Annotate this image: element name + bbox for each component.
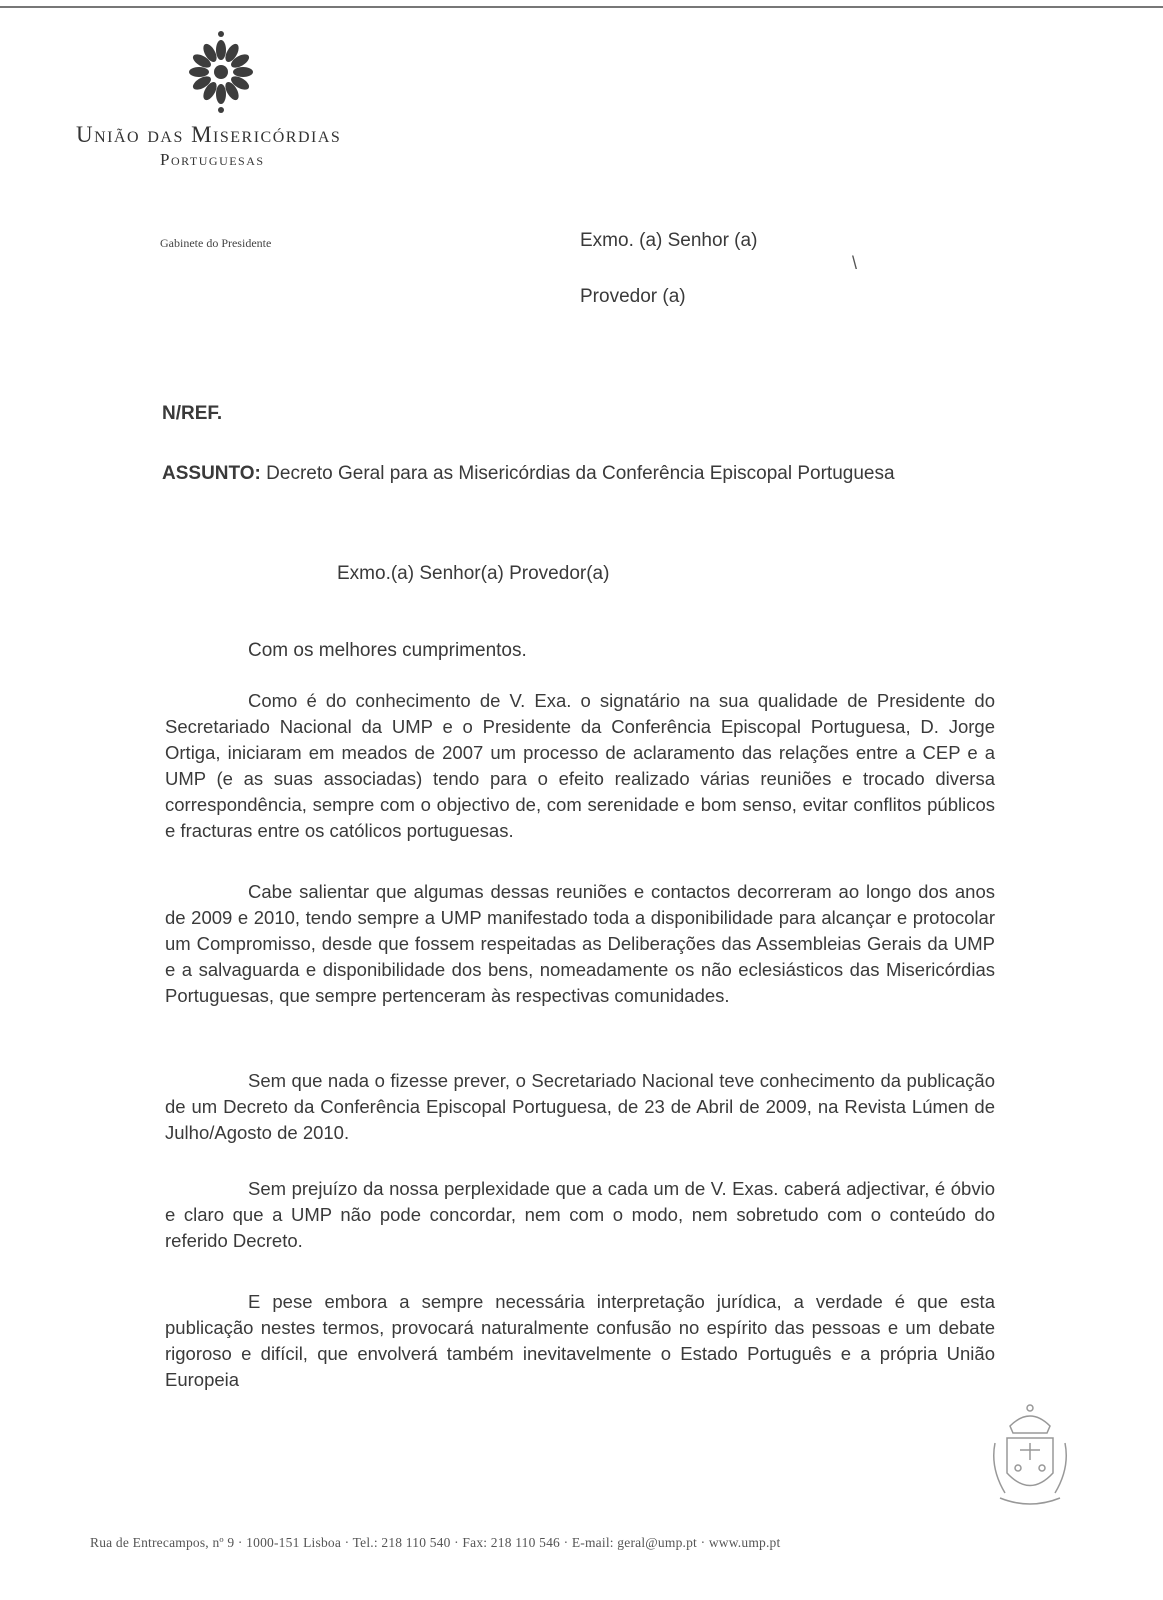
subject-label: ASSUNTO: [162,463,261,484]
recipient-line-2: Provedor (a) [580,286,686,307]
salutation: Exmo.(a) Senhor(a) Provedor(a) [337,563,610,584]
body-paragraph-1: Como é do conhecimento de V. Exa. o signatário na sua qualidade de Presidente do Secretariado Nacional da UMP e o Presidente da Conferência Episcopal Portuguesa, D. Jorge Ortiga, iniciaram em meados de 2007 um processo de aclaramento das relações entre a CEP e a UMP (e as suas associadas) tendo para o efeito realizado várias reuniões e trocado diversa correspondência, sempre com o objectivo de, com serenidade e bom senso, evitar conflitos públicos e fracturas entre os católicos portuguesas. [165,690,995,841]
subject-line [162,463,895,485]
office-label: Gabinete do Presidente [160,236,272,250]
top-border-line [0,6,1163,8]
recipient-line-1: Exmo. (a) Senhor (a) [580,230,758,251]
organization-subtitle: Portuguesas [160,150,265,169]
reference-label: N/REF. [162,403,223,424]
organization-name: União das Misericórdias [76,122,342,147]
greeting: Com os melhores cumprimentos. [248,640,527,661]
footer-address: Rua de Entrecampos, nº 9 · 1000-151 Lisboa · Tel.: 218 110 540 · Fax: 218 110 546 · E-mail: geral@ump.pt · www.ump.pt [90,1535,781,1550]
body-paragraph-3: Sem que nada o fizesse prever, o Secretariado Nacional teve conhecimento da publicação de um Decreto da Conferência Episcopal Portuguesa, de 23 de Abril de 2009, na Revista Lúmen de Julho/Agosto de 2010. [165,1070,995,1143]
crest-stamp-icon [985,1398,1075,1513]
flower-emblem-icon [176,30,266,120]
body-paragraph-4: Sem prejuízo da nossa perplexidade que a cada um de V. Exas. caberá adjectivar, é óbvio e claro que a UMP não pode concordar, nem com o modo, nem sobretudo com o conteúdo do referido Decreto. [165,1178,995,1251]
body-paragraph-5: E pese embora a sempre necessária interpretação jurídica, a verdade é que esta publicação nestes termos, provocará naturalmente confusão no espírito das pessoas e um debate rigoroso e difícil, que envolverá também inevitavelmente o Estado Português e a própria União Europeia [165,1291,995,1390]
body-paragraph-2: Cabe salientar que algumas dessas reuniões e contactos decorreram ao longo dos anos de 2009 e 2010, tendo sempre a UMP manifestado toda a disponibilidade para alcançar e protocolar um Compromisso, desde que fossem respeitadas as Deliberações das Assembleias Gerais da UMP e a salvaguarda e disponibilidade dos bens, nomeadamente os não eclesiásticos das Misericórdias Portuguesas, que sempre pertenceram às respectivas comunidades. [165,881,995,1006]
subject-text: Decreto Geral para as Misericórdias da Conferência Episcopal Portuguesa [266,463,895,484]
scan-mark: \ [852,253,858,273]
